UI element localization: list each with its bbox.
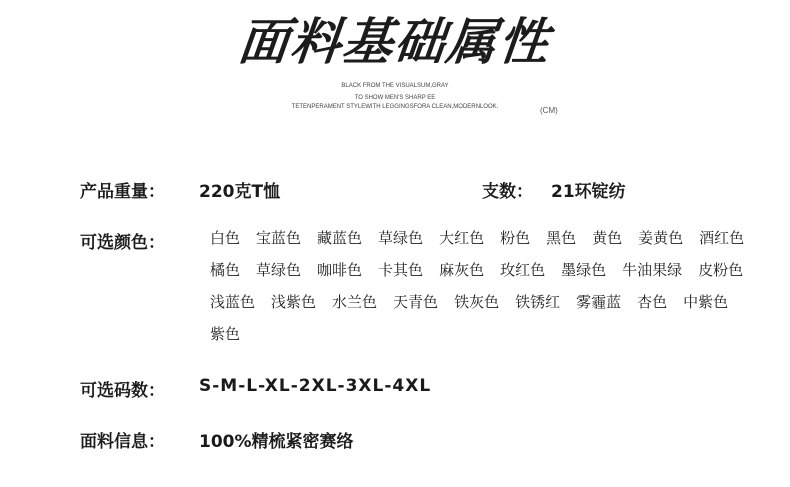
color-option: 黑色 [546, 229, 577, 247]
yarn-count-label: 支数： [482, 182, 533, 202]
page-title: 面料基础属性 [235, 13, 554, 71]
subtitle-line-3: TETENPERAMENT STYLEWITH LEGGINGSFORA CLEAN,MODERNLOOK. [291, 104, 499, 110]
color-option: 天青色 [393, 293, 439, 311]
color-option: 宝蓝色 [256, 229, 302, 247]
color-option: 藏蓝色 [317, 229, 363, 247]
subtitle-line-1: BLACK FROM THE VISUALSUM,GRAY [341, 83, 449, 89]
color-options-list [210, 228, 755, 344]
weight-label: 产品重量： [80, 182, 165, 202]
color-option: 墨绿色 [561, 261, 607, 279]
color-option: 白色 [210, 229, 241, 247]
color-option: 黄色 [592, 229, 623, 247]
subtitle-line-2: TO SHOW MEN'S SHARP EE [354, 95, 436, 101]
fabric-label: 面料信息： [80, 432, 165, 452]
sizes-value: S-M-L-XL-2XL-3XL-4XL [199, 376, 432, 396]
color-option: 中紫色 [683, 293, 729, 311]
fabric-value: 100%精梳紧密赛络 [199, 432, 354, 452]
color-option: 橘色 [210, 261, 241, 279]
unit-label: (CM) [540, 106, 558, 115]
color-option: 紫色 [210, 325, 241, 343]
color-option: 卡其色 [378, 261, 424, 279]
color-option: 玫红色 [500, 261, 546, 279]
color-option: 牛油果绿 [622, 261, 683, 279]
color-option: 浅紫色 [271, 293, 317, 311]
colors-label: 可选颜色： [80, 233, 165, 253]
yarn-count-value: 21环锭纺 [551, 182, 626, 202]
color-option: 雾霾蓝 [576, 293, 622, 311]
color-option: 粉色 [500, 229, 531, 247]
color-option: 杏色 [637, 293, 668, 311]
color-option: 浅蓝色 [210, 293, 256, 311]
color-option: 酒红色 [699, 229, 745, 247]
color-option: 麻灰色 [439, 261, 485, 279]
color-option: 草绿色 [256, 261, 302, 279]
weight-value: 220克T恤 [199, 182, 281, 202]
sizes-label: 可选码数： [80, 381, 165, 401]
color-option: 草绿色 [378, 229, 424, 247]
color-option: 铁锈红 [515, 293, 561, 311]
color-option: 姜黄色 [638, 229, 684, 247]
color-option: 大红色 [439, 229, 485, 247]
color-option: 铁灰色 [454, 293, 500, 311]
color-option: 皮粉色 [698, 261, 744, 279]
color-option: 水兰色 [332, 293, 378, 311]
color-option: 咖啡色 [317, 261, 363, 279]
